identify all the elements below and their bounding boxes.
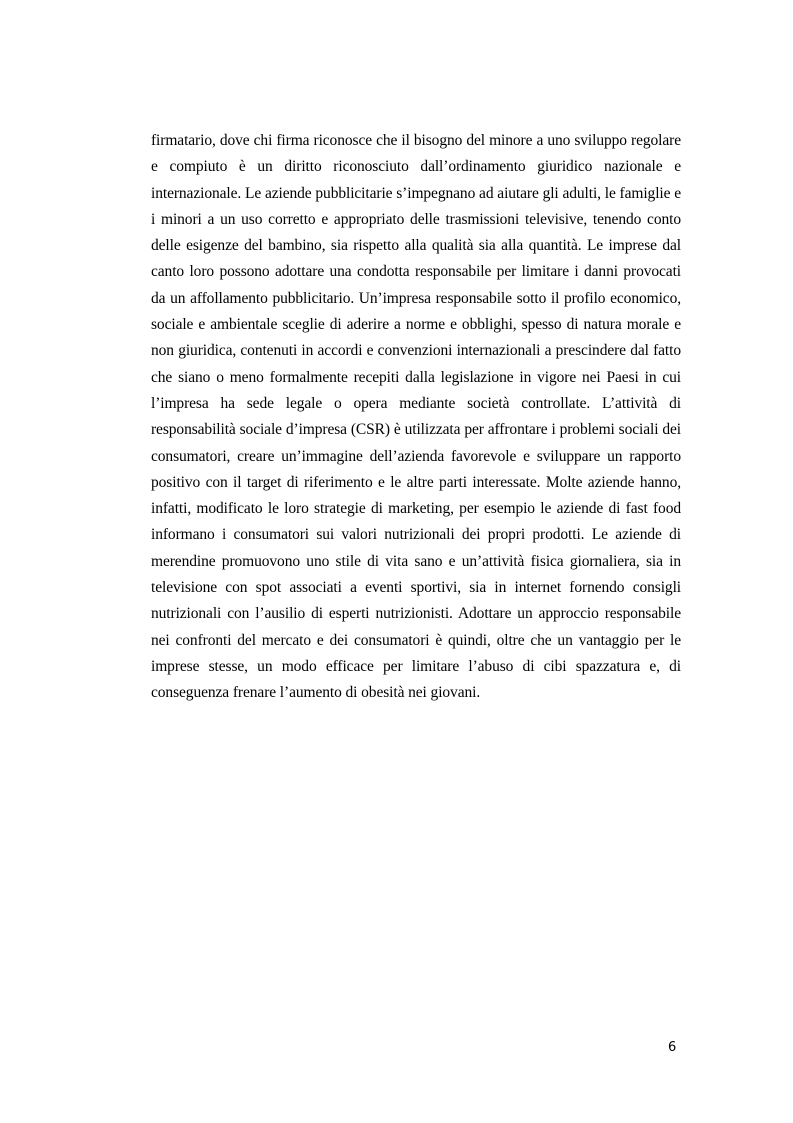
body-paragraph: firmatario, dove chi firma riconosce che il bisogno del minore a uno sviluppo regolare e compiuto è un diritto riconosciuto dall’ordinamento giuridico nazionale e internazionale. Le aziende pubblicitarie s’impegnano ad aiutare gli adulti, le famiglie e i minori a un uso corretto e appropriato delle trasmissioni televisive, tenendo conto delle esigenze del bambino, sia rispetto alla qualità sia alla quantità. Le imprese dal canto loro possono adottare una condotta responsabile per limitare i danni provocati da un affollamento pubblicitario. Un’impresa responsabile sotto il profilo economico, sociale e ambientale sceglie di aderire a norme e obblighi, spesso di natura morale e non giuridica, contenuti in accordi e convenzioni internazionali a prescindere dal fatto che siano o meno formalmente recepiti dalla legislazione in vigore nei Paesi in cui l’impresa ha sede legale o opera mediante società controllate. L’attività di responsabilità sociale d’impresa (CSR) è utilizzata per affrontare i problemi sociali dei consumatori, creare un’immagine dell’azienda favorevole e sviluppare un rapporto positivo con il target di riferimento e le altre parti interessate. Molte aziende hanno, infatti, modificato le loro strategie di marketing, per esempio le aziende di fast food informano i consumatori sui valori nutrizionali dei propri prodotti. Le aziende di merendine promuovono uno stile di vita sano e un’attività fisica giornaliera, sia in televisione con spot associati a eventi sportivi, sia in internet fornendo consigli nutrizionali con l’ausilio di esperti nutrizionisti. Adottare un approccio responsabile nei confronti del mercato e dei consumatori è quindi, oltre che un vantaggio per le imprese stesse, un modo efficace per limitare l’abuso di cibi spazzatura e, di conseguenza frenare l’aumento di obesità nei giovani. (151, 132, 681, 702)
page-number: 6 (668, 1040, 677, 1055)
